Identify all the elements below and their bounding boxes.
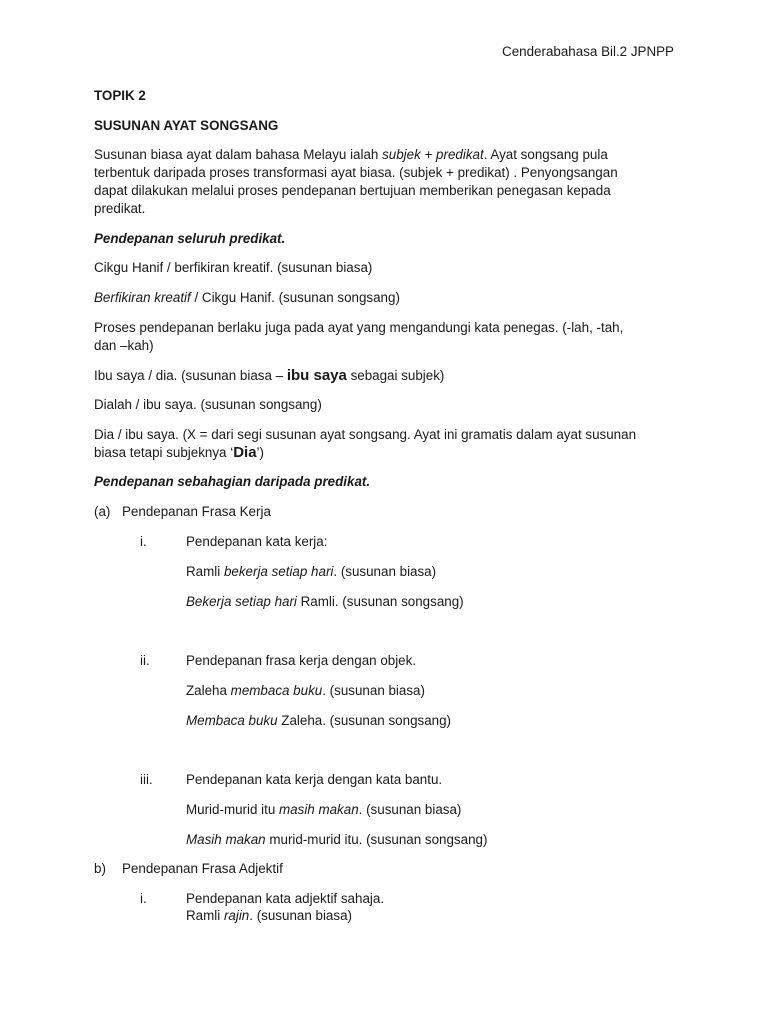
subsection-b-label: b) (94, 861, 106, 876)
example-text: Ramli (186, 564, 224, 579)
example-text: biasa tetapi subjeknya ‘ (94, 445, 234, 460)
example-text: . (susunan biasa) (358, 802, 462, 817)
predicate-text: membaca buku (230, 683, 323, 698)
item-ii-title: Pendepanan frasa kerja dengan objek. (186, 653, 417, 668)
page-header: Cenderabahasa Bil.2 JPNPP (502, 44, 674, 59)
predicate-text: Masih makan (186, 832, 266, 847)
predicate-text: masih makan (279, 802, 359, 817)
item-b-i-label: i. (140, 891, 147, 906)
section1-example-3 (94, 367, 444, 384)
example-text: murid-murid itu. (susunan songsang) (265, 832, 488, 847)
example-text: / Cikgu Hanif. (susunan songsang) (190, 290, 400, 305)
item-ii-example-1 (186, 683, 425, 698)
intro-line-3: dapat dilakukan melalui proses pendepanan bertujuan memberikan penegasan kepada (94, 183, 611, 198)
item-iii-label: iii. (140, 772, 153, 787)
item-b-i-title: Pendepanan kata adjektif sahaja. (186, 891, 385, 906)
item-iii-title: Pendepanan kata kerja dengan kata bantu. (186, 772, 443, 787)
fronted-predicate: Berfikiran kreatif (94, 290, 191, 305)
predicate-text: bekerja setiap hari (223, 564, 334, 579)
item-iii-example-1 (186, 802, 461, 817)
example-text: Zaleha (186, 683, 231, 698)
predicate-text: Membaca buku (186, 713, 278, 728)
item-b-i-example-1 (186, 908, 352, 923)
subsection-a-title: Pendepanan Frasa Kerja (122, 504, 271, 519)
intro-text: Susunan biasa ayat dalam bahasa Melayu ialah (94, 147, 383, 162)
page-title: SUSUNAN AYAT SONGSANG (94, 118, 279, 133)
intro-formula: subjek + predikat (382, 147, 484, 162)
section1-example-1: Cikgu Hanif / berfikiran kreatif. (susunan biasa) (94, 260, 373, 275)
section1-example-5-line-1: Dia / ibu saya. (X = dari segi susunan ayat songsang. Ayat ini gramatis dalam ayat susunan (94, 427, 637, 442)
item-i-example-2 (186, 594, 464, 609)
subsection-a-label: (a) (94, 504, 111, 519)
section1-example-4: Dialah / ibu saya. (susunan songsang) (94, 397, 322, 412)
section1-note-line-1: Proses pendepanan berlaku juga pada ayat yang mengandungi kata penegas. (-lah, -tah, (94, 320, 624, 335)
topic-label: TOPIK 2 (94, 88, 146, 103)
section1-note-line-2: dan –kah) (94, 338, 154, 353)
example-text: ’) (256, 445, 264, 460)
example-text: Ramli. (susunan songsang) (296, 594, 464, 609)
example-text: Ramli (186, 908, 224, 923)
section1-example-2 (94, 290, 400, 305)
example-text: . (susunan biasa) (333, 564, 437, 579)
intro-line-2: terbentuk daripada proses transformasi ayat biasa. (subjek + predikat) . Penyongsangan (94, 165, 618, 180)
intro-text: . Ayat songsang pula (483, 147, 608, 162)
example-text: Ibu saya / dia. (susunan biasa – (94, 368, 287, 383)
item-iii-example-2 (186, 832, 487, 847)
predicate-text: Bekerja setiap hari (186, 594, 297, 609)
intro-line-4: predikat. (94, 201, 146, 216)
item-ii-label: ii. (140, 653, 150, 668)
section1-heading: Pendepanan seluruh predikat. (94, 231, 286, 246)
section1-example-5-line-2 (94, 444, 264, 461)
item-ii-example-2 (186, 713, 451, 728)
item-i-label: i. (140, 534, 147, 549)
subsection-b-title: Pendepanan Frasa Adjektif (122, 861, 283, 876)
example-text: . (susunan biasa) (249, 908, 352, 923)
example-text: Murid-murid itu (186, 802, 280, 817)
item-i-example-1 (186, 564, 436, 579)
example-text: . (susunan biasa) (322, 683, 425, 698)
example-text: Zaleha. (susunan songsang) (277, 713, 452, 728)
emphasized-subject: ibu saya (286, 367, 347, 384)
emphasized-subject: Dia (233, 444, 257, 461)
predicate-text: rajin (223, 908, 250, 923)
example-text: sebagai subjek) (346, 368, 445, 383)
section2-heading: Pendepanan sebahagian daripada predikat. (94, 474, 371, 489)
item-i-title: Pendepanan kata kerja: (186, 534, 328, 549)
intro-line-1 (94, 147, 608, 162)
